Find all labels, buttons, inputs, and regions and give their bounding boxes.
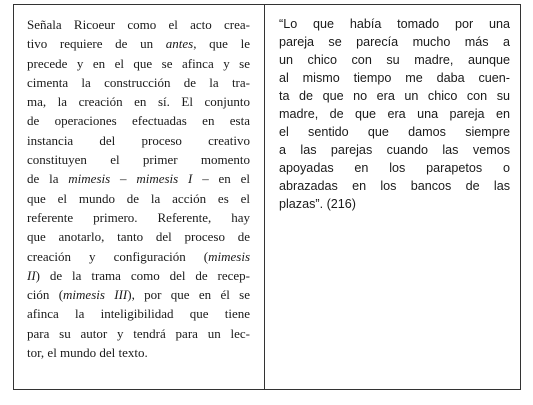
text-line: [279, 195, 510, 213]
text-line: [27, 15, 250, 34]
text-line: [27, 343, 250, 362]
two-column-table: [13, 4, 521, 390]
text-line: [279, 33, 510, 51]
text-line: [27, 34, 250, 53]
text-run: de la: [27, 171, 69, 187]
text-run: – en el: [192, 171, 251, 187]
text-run: ta de que no era un chico con su: [279, 89, 510, 103]
text-line: [27, 150, 250, 169]
text-line: [27, 324, 250, 343]
text-run: ) de la trama como del de recep-: [35, 267, 250, 283]
italic-term: II: [27, 267, 36, 283]
left-column-text: [14, 5, 265, 389]
text-run: de operaciones efectuadas en esta: [27, 113, 250, 129]
text-run: –: [110, 171, 137, 187]
italic-term: antes: [165, 36, 194, 52]
text-run: precede y en el que se afinca y se: [27, 55, 250, 71]
text-run: ma, la creación en sí. El conjunto: [27, 94, 250, 110]
text-run: que el mundo de la acción es el: [27, 190, 250, 206]
text-run: creación y configuración (: [27, 248, 209, 264]
text-run: al mismo tiempo me daba cuen-: [279, 71, 510, 85]
text-line: [279, 51, 510, 69]
italic-term: mimesis: [208, 248, 250, 264]
text-line: [279, 159, 510, 177]
text-line: [27, 54, 250, 73]
text-line: [279, 15, 510, 33]
text-run: Señala Ricoeur como el acto crea-: [27, 17, 250, 32]
text-line: [279, 141, 510, 159]
text-line: [27, 169, 250, 188]
text-line: [27, 208, 250, 227]
text-run: que anotarlo, tanto del proceso de: [27, 229, 250, 245]
text-run: ción (: [27, 287, 64, 303]
text-run: instancia del proceso creativo: [27, 132, 250, 148]
text-run: abrazadas en los bancos de las: [279, 179, 510, 193]
text-run: referente primero. Referente, hay: [27, 209, 250, 225]
italic-term: mimesis I: [136, 171, 193, 187]
text-run: para su autor y tendrá para un lec-: [27, 325, 250, 341]
text-run: , que le: [193, 36, 251, 52]
text-line: [27, 111, 250, 130]
right-column-quote: [265, 5, 520, 389]
text-run: afinca la inteligibilidad que tiene: [27, 306, 250, 322]
text-run: pareja se parecía mucho más a: [279, 35, 510, 49]
text-run: constituyen el primer momento: [27, 152, 250, 168]
text-run: un chico con su madre, aunque: [279, 53, 510, 67]
text-line: [27, 266, 250, 285]
text-line: [27, 189, 250, 208]
text-line: [27, 227, 250, 246]
text-run: apoyadas en los parapetos o: [279, 161, 510, 175]
text-line: [27, 73, 250, 92]
text-line: [27, 131, 250, 150]
text-line: [279, 123, 510, 141]
text-run: el sentido que damos siempre: [279, 125, 510, 139]
text-run: plazas”. (216): [279, 197, 356, 211]
text-run: tivo requiere de un: [27, 36, 166, 52]
text-line: [279, 69, 510, 87]
text-run: madre, de que era una pareja en: [279, 107, 510, 121]
text-run: tor, el mundo del texto.: [27, 345, 148, 361]
italic-term: mimesis: [68, 171, 111, 187]
text-line: [27, 247, 250, 266]
text-line: [279, 105, 510, 123]
text-run: ), por que en él se: [127, 287, 250, 303]
text-line: [27, 285, 250, 304]
text-line: [27, 304, 250, 323]
text-run: a las parejas cuando las vemos: [279, 143, 510, 157]
text-line: [279, 177, 510, 195]
text-line: [279, 87, 510, 105]
text-line: [27, 92, 250, 111]
text-run: cimenta la construcción de la tra-: [27, 74, 250, 90]
text-run: “Lo que había tomado por una: [279, 17, 510, 31]
italic-term: mimesis III: [63, 287, 128, 303]
